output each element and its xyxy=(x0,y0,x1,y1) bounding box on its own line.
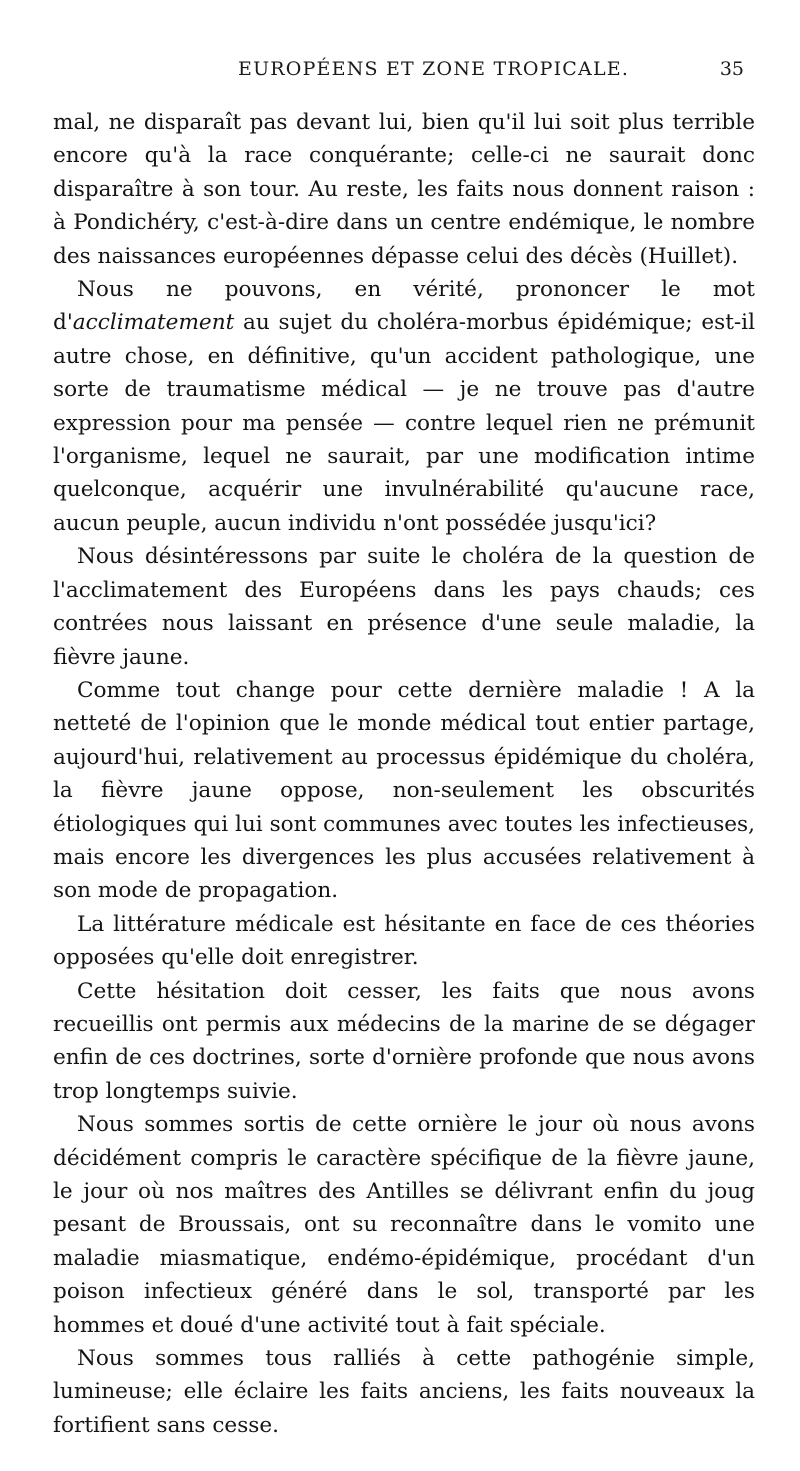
paragraph-2 xyxy=(53,273,755,540)
running-title: EUROPÉENS ET ZONE TROPICALE. xyxy=(238,58,630,80)
paragraph-7: Nous sommes sortis de cette ornière le jour où nous avons décidément compris le caractère spécifique de la fièvre jaune, le jour où nos maîtres des Antilles se délivrant enfin du joug pesant de Broussais, ont su reconnaître dans le vomito une maladie miasmatique, endémo-épidémique, procédant d'un poison infectieux généré dans le sol, transporté par les hommes et doué d'une activité tout à fait spéciale. xyxy=(53,1112,755,1338)
paragraph-6: Cette hésitation doit cesser, les faits que nous avons recueillis ont permis aux médecins de la marine de se dégager enfin de ces doctrines, sorte d'ornière profonde que nous avons trop longtemps suivie. xyxy=(53,978,755,1104)
body-text xyxy=(53,106,755,1442)
paragraph-4: Comme tout change pour cette dernière maladie ! A la netteté de l'opinion que le monde médical tout entier partage, aujourd'hui, relativement au processus épidémique du choléra, la fièvre jaune oppose, non-seulement les obscurités étiologiques qui lui sont communes avec toutes les infectieuses, mais encore les divergences les plus accusées relativement à son mode de propagation. xyxy=(53,677,755,904)
paragraph-3: Nous désintéressons par suite le choléra de la question de l'acclimatement des Européens dans les pays chauds; ces contrées nous laissant en présence d'une seule maladie, la fièvre jaune. xyxy=(53,544,755,670)
page-header xyxy=(0,58,800,94)
paragraph-5: La littérature médicale est hésitante en face de ces théories opposées qu'elle doit enregistrer. xyxy=(53,911,755,971)
paragraph-2-start: Nous ne pouvons, en vérité, prononcer le mot d' xyxy=(53,277,755,336)
paragraph-2-rest: au sujet du choléra-morbus épidémique; est-il autre chose, en définitive, qu'un accident pathologique, une sorte de traumatisme médical — je ne trouve pas d'autre expression pour ma pensée — contre lequel rien ne prémunit l'organisme, lequel ne saurait, par une modification intime quelconque, acquérir une invulnérabilité qu'aucune race, aucun peuple, aucun individu n'ont possédée jusqu'ici? xyxy=(53,310,755,536)
paragraph-1: mal, ne disparaît pas devant lui, bien qu'il lui soit plus terrible encore qu'à la race conquérante; celle-ci ne saurait donc disparaître à son tour. Au reste, les faits nous donnent raison : à Pondichéry, c'est-à-dire dans un centre endémique, le nombre des naissances européennes dépasse celui des décès (Huillet). xyxy=(53,110,755,269)
page-number: 35 xyxy=(719,58,744,80)
emphasized-term: acclimatement xyxy=(72,310,235,336)
paragraph-8: Nous sommes tous ralliés à cette pathogénie simple, lumineuse; elle éclaire les faits anciens, les faits nouveaux la fortifient sans cesse. xyxy=(53,1346,755,1438)
